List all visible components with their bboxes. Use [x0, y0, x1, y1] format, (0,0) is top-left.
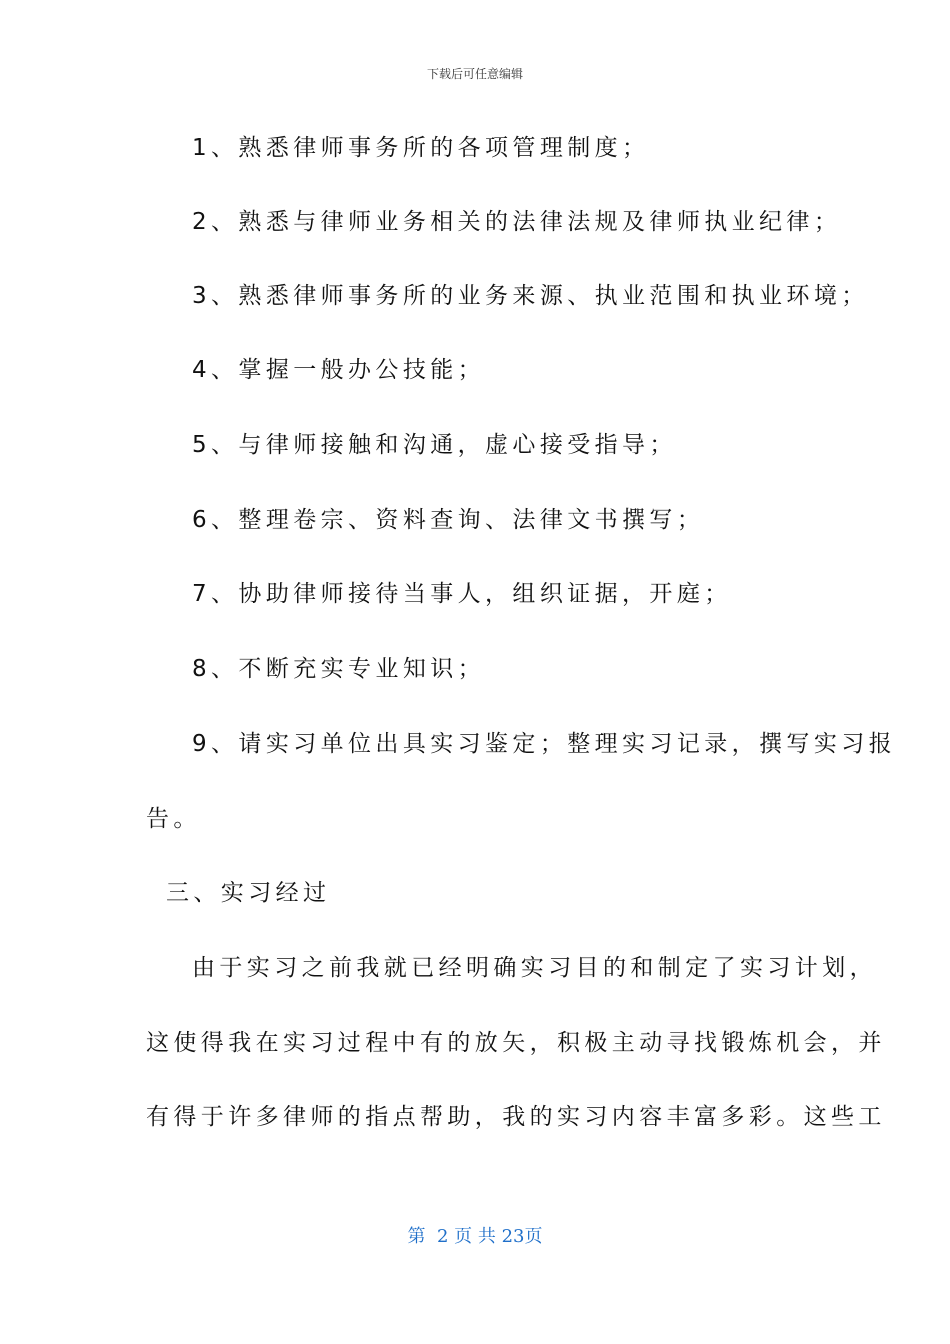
- section-heading: 三、实习经过: [166, 880, 331, 906]
- list-item-8: 8、不断充实专业知识；: [192, 656, 486, 682]
- paragraph-line-1: 由于实习之前我就已经明确实习目的和制定了实习计划，: [192, 955, 877, 981]
- list-item-4: 4、掌握一般办公技能；: [192, 357, 486, 383]
- paragraph-line-3: 有得于许多律师的指点帮助，我的实习内容丰富多彩。这些工: [146, 1104, 886, 1130]
- page-header: 下载后可任意编辑: [426, 67, 523, 81]
- paragraph-line-2: 这使得我在实习过程中有的放矢，积极主动寻找锻炼机会，并: [146, 1030, 886, 1056]
- list-item-1: 1、熟悉律师事务所的各项管理制度；: [192, 135, 650, 161]
- list-item-2: 2、熟悉与律师业务相关的法律法规及律师执业纪律；: [192, 209, 842, 235]
- list-item-5: 5、与律师接触和沟通，虚心接受指导；: [192, 432, 677, 458]
- list-item-3: 3、熟悉律师事务所的业务来源、执业范围和执业环境；: [192, 283, 869, 309]
- list-item-9-continuation: 告。: [146, 806, 201, 832]
- list-item-6: 6、整理卷宗、资料查询、法律文书撰写；: [192, 507, 705, 533]
- page-number-footer: 第 2 页 共 23页: [407, 1226, 543, 1247]
- list-item-9: 9、请实习单位出具实习鉴定；整理实习记录，撰写实习报: [192, 731, 897, 757]
- list-item-7: 7、协助律师接待当事人，组织证据，开庭；: [192, 581, 732, 607]
